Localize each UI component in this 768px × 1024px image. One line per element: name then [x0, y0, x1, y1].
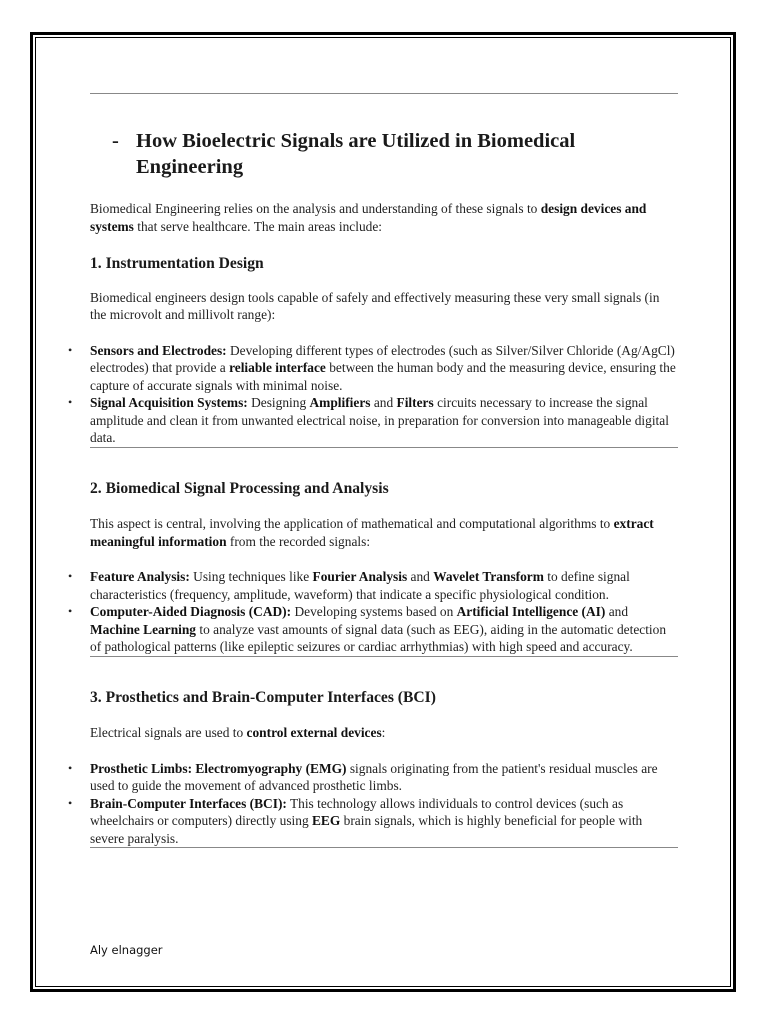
item-lead: Feature Analysis: [90, 569, 190, 584]
document-body [90, 93, 678, 848]
section1-list [90, 342, 678, 447]
item-text: Designing [247, 395, 310, 410]
footer-author: Aly elnagger [90, 943, 163, 957]
item-text: signals originating from the patient's residual muscles are used to guide the movement of advanced prosthetic limbs. [90, 760, 658, 793]
section-title-prosthetics-bci: 3. Prosthetics and Brain-Computer Interfaces (BCI) [90, 688, 436, 706]
section2-list [90, 568, 678, 656]
item-bold: Filters [396, 395, 434, 410]
para-text: This aspect is central, involving the application of mathematical and computational algorithms to [90, 516, 614, 531]
section-title-signal-processing: 2. Biomedical Signal Processing and Analysis [90, 479, 389, 497]
list-item [90, 795, 678, 848]
item-text: Using techniques like [189, 569, 313, 584]
section-divider [90, 447, 678, 448]
item-bold: reliable interface [229, 360, 326, 375]
para-text: Electrical signals are used to [90, 725, 247, 740]
section3-list [90, 760, 678, 848]
para-text: : [381, 725, 386, 740]
section-divider [90, 656, 678, 657]
item-text: to analyze vast amounts of signal data (such as EEG), aiding in the automatic detection of pathological patterns (like epileptic seizures or cardiac arrhythmias) with high speed and accuracy. [90, 621, 667, 654]
section1-paragraph: Biomedical engineers design tools capable of safely and effectively measuring these very small signals (in the microvolt and millivolt range): [90, 289, 660, 322]
intro-text-1: Biomedical Engineering relies on the analysis and understanding of these signals to [90, 201, 541, 216]
item-text: between the human body and the measuring device, ensuring the capture of accurate signals with minimal noise. [90, 360, 676, 393]
section-divider [90, 847, 678, 848]
item-bold: Amplifiers [309, 395, 371, 410]
item-text: to define signal characteristics (frequency, amplitude, waveform) that indicate a specific physiological condition. [90, 569, 630, 602]
list-item [90, 760, 678, 795]
item-lead: Signal Acquisition Systems: [90, 395, 248, 410]
top-rule [90, 93, 678, 94]
list-item [90, 603, 678, 656]
intro-paragraph [90, 200, 678, 235]
para-text: from the recorded signals: [226, 533, 371, 549]
intro-text-2: that serve healthcare. The main areas include: [133, 218, 382, 234]
section-title-instrumentation: 1. Instrumentation Design [90, 255, 264, 272]
item-text: and [370, 395, 397, 410]
item-text: Developing different types of electrodes (such as Silver/Silver Chloride (Ag/AgCl) electrodes) that provide a [90, 342, 675, 375]
intro-bold: design devices and systems [90, 201, 647, 234]
item-text: and [407, 569, 434, 584]
page-title [112, 128, 678, 180]
section3-paragraph [90, 724, 678, 742]
para-bold: control external devices [246, 725, 382, 740]
item-lead: Prosthetic Limbs: Electromyography (EMG) [90, 760, 347, 776]
item-lead: Brain-Computer Interfaces (BCI): [90, 795, 287, 811]
item-bold: Fourier Analysis [312, 569, 408, 584]
item-lead: Computer-Aided Diagnosis (CAD): [90, 604, 292, 619]
section2-paragraph [90, 515, 678, 550]
item-bold: Wavelet Transform [433, 569, 544, 584]
item-text: brain signals, which is highly beneficial for people with severe paralysis. [90, 813, 643, 846]
list-item [90, 394, 678, 447]
item-text: Developing systems based on [291, 604, 457, 619]
item-bold: Machine Learning [90, 621, 197, 637]
list-item [90, 342, 678, 395]
item-bold: EEG [312, 813, 341, 828]
item-lead: Sensors and Electrodes: [90, 342, 227, 358]
heading-dash: - [112, 130, 119, 152]
item-text: and [605, 604, 629, 619]
list-item [90, 568, 678, 603]
para-bold: extract meaningful information [90, 516, 654, 549]
item-text: This technology allows individuals to control devices (such as wheelchairs or computers) directly using [90, 795, 624, 828]
item-text: circuits necessary to increase the signal amplitude and clean it from unwanted electrical noise, in preparation for conversion into manageable digital data. [90, 395, 669, 445]
item-bold: Artificial Intelligence (AI) [456, 604, 606, 619]
heading-text: How Bioelectric Signals are Utilized in Biomedical Engineering [136, 130, 576, 178]
